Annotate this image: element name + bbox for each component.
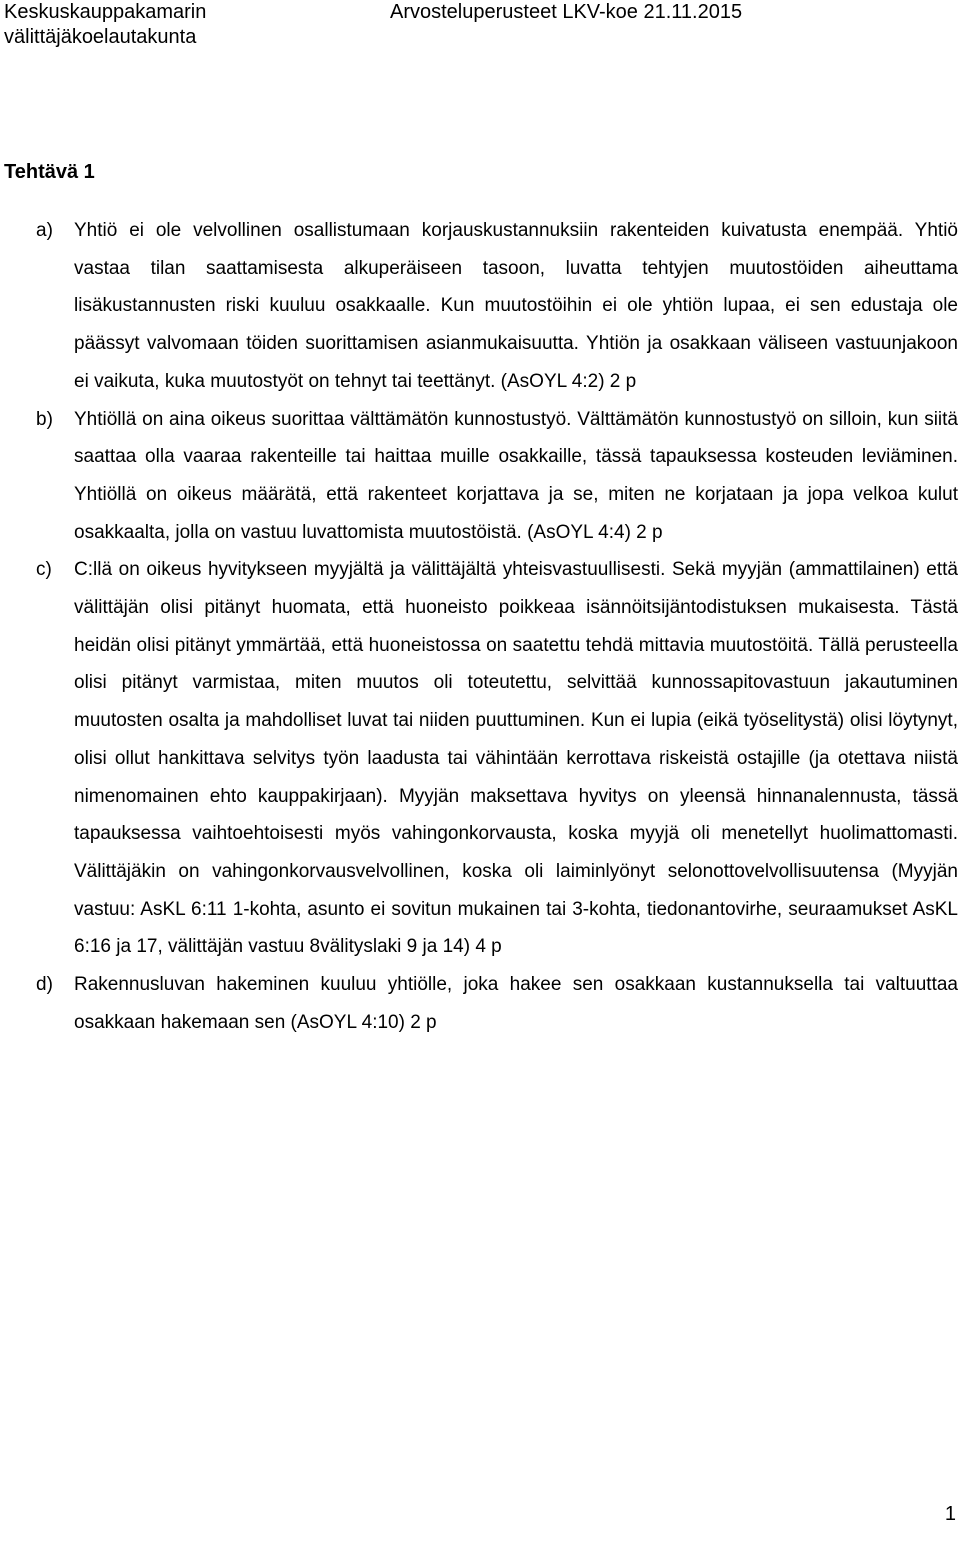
answer-text: C:llä on oikeus hyvitykseen myyjältä ja välittäjältä yhteisvastuullisesti. Sekä myyjän (ammattilainen) että välittäjän olisi pitänyt huomata, että huoneisto poikkeaa isännöitsijäntodistuksen mukaisesta. Tästä heidän olisi pitänyt ymmärtää, että huoneistossa on saatettu tehdä mittavia muutostöitä. Tällä perusteella olisi pitänyt varmistaa, miten muutos oli toteutettu, selvittää kunnossapitovastuun jakautuminen muutosten osalta ja mahdolliset luvat tai niiden puuttuminen. Kun ei lupia (eikä työselitystä) olisi löytynyt, olisi ollut hankittava selvitys työn laadusta tai vähintään kerrottava riskeistä ostajille (ja otettava niistä nimenomainen ehto kauppakirjaan). Myyjän maksettava hyvitys on yleensä hinnanalennusta, tässä tapauksessa vaihtoehtoisesti myös vahingonkorvausta, koska myyjä oli menetellyt huolimattomasti. Välittäjäkin on vahingonkorvausvelvollinen, koska oli laiminlyönyt selonottovelvollisuutensa (Myyjän vastuu: AsKL 6:11 1-kohta, asunto ei sovitun mukainen tai 3-kohta, tiedonantovirhe, seuraamukset AsKL 6:16 ja 17, välittäjän vastuu 8välityslaki 9 ja 14) 4 p — [74, 559, 958, 958]
answer-item-b — [36, 401, 958, 552]
answer-marker: a) — [36, 220, 53, 241]
answer-item-a — [36, 212, 958, 401]
task-title: Tehtävä 1 — [4, 161, 95, 183]
header-document-title — [390, 0, 742, 25]
answer-marker: c) — [36, 559, 52, 581]
header-organization — [4, 0, 206, 50]
answer-item-c — [36, 551, 958, 966]
answer-text: Rakennusluvan hakeminen kuuluu yhtiölle, joka hakee sen osakkaan kustannuksella tai valtuuttaa osakkaan hakemaan sen (AsOYL 4:10) 2 p — [74, 974, 958, 1033]
page-number: 1 — [944, 1503, 956, 1525]
organization-name: Keskuskauppakamarin — [4, 1, 207, 23]
answer-item-d — [36, 966, 958, 1041]
answer-list — [36, 212, 958, 1041]
organization-subunit: välittäjäkoelautakunta — [4, 26, 197, 48]
answer-text: Yhtiö ei ole velvollinen osallistumaan korjauskustannuksiin rakenteiden kuivatusta enempää. Yhtiö vastaa tilan saattamisesta alkuperäiseen tasoon, luvatta tehtyjen muutostöiden aiheuttama lisäkustannusten riski kuuluu osakkaalle. Kun muutostöihin ei ole yhtiön lupaa, ei sen edustaja ole päässyt valvomaan töiden suorittamisen asianmukaisuutta. Yhtiön ja osakkaan väliseen vastuunjakoon ei vaikuta, kuka muutostyöt on tehnyt tai teettänyt. (AsOYL 4:2) 2 p — [74, 220, 958, 392]
document-title: Arvosteluperusteet LKV-koe 21.11.2015 — [390, 1, 743, 23]
answer-marker: d) — [36, 974, 53, 996]
answer-marker: b) — [36, 408, 53, 430]
answer-text: Yhtiöllä on aina oikeus suorittaa välttämätön kunnostustyö. Välttämätön kunnostustyö on silloin, kun siitä saattaa olla vaaraa rakenteille tai haittaa muille osakkaille, tässä tapauksessa kosteuden leviäminen. Yhtiöllä on oikeus määrätä, että rakenteet korjattava ja se, miten ne korjataan ja jopa velkoa kulut osakkaalta, jolla on vastuu luvattomista muutostöistä. (AsOYL 4:4) 2 p — [74, 408, 958, 543]
